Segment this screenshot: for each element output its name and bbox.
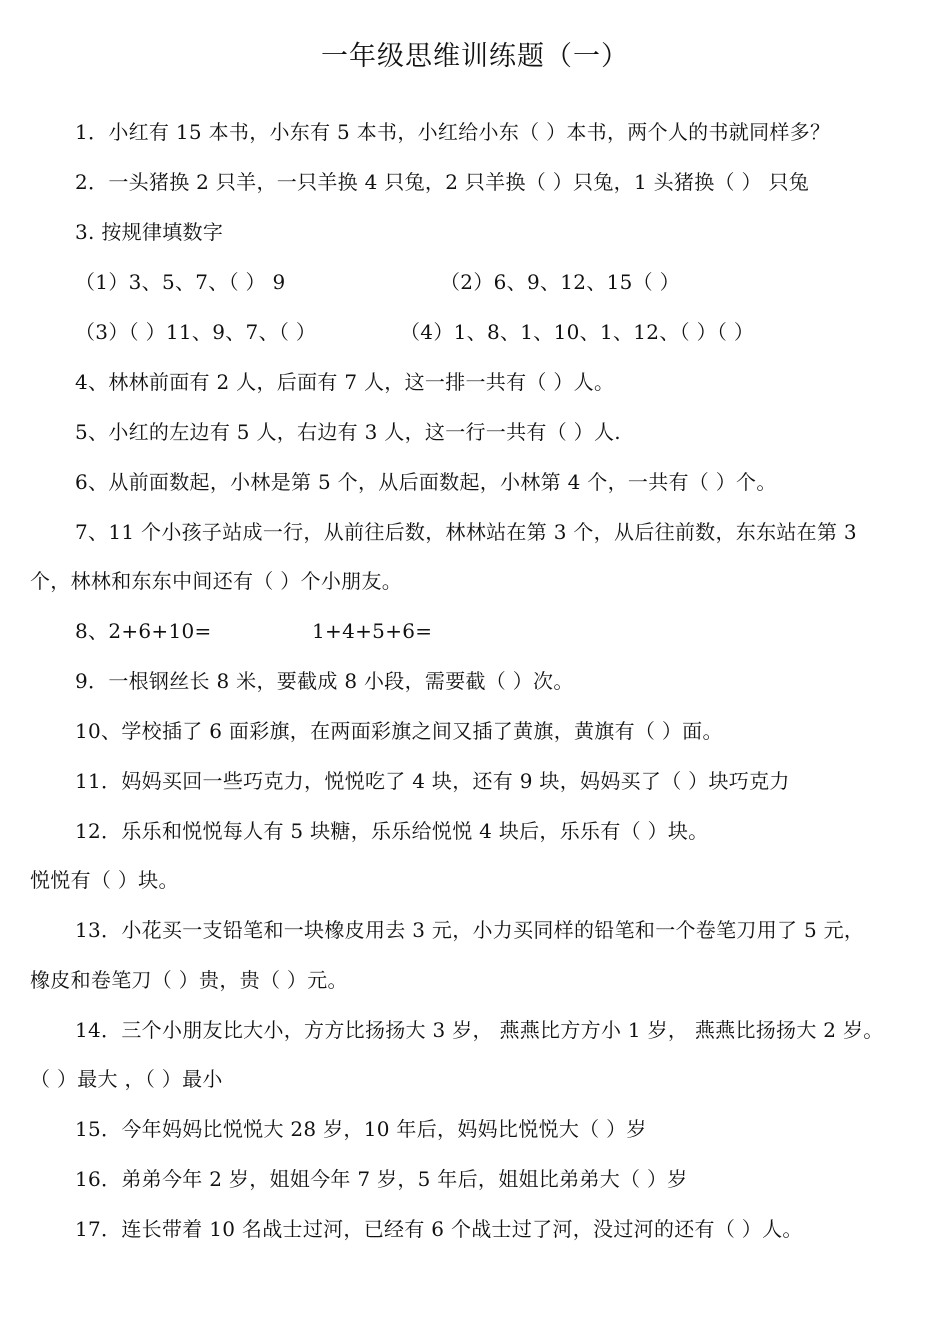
question-4: 4、林林前面有 2 人，后面有 7 人，这一排一共有（ ）人。 bbox=[75, 370, 615, 394]
question-6: 6、从前面数起，小林是第 5 个，从后面数起，小林第 4 个，一共有（ ）个。 bbox=[75, 470, 777, 494]
question-12-line-1: 12．乐乐和悦悦每人有 5 块糖，乐乐给悦悦 4 块后，乐乐有（ ）块。 bbox=[75, 819, 709, 843]
question-3-heading: 3. 按规律填数字 bbox=[75, 220, 224, 244]
question-7-line-1: 7、11 个小孩子站成一行，从前往后数，林林站在第 3 个，从后往前数，东东站在第 3 bbox=[75, 520, 857, 544]
question-8-part-1: 8、2+6+10= bbox=[75, 619, 212, 643]
question-14-line-2: （ ）最大 ，（ ）最小 bbox=[30, 1067, 223, 1091]
question-5: 5、小红的左边有 5 人，右边有 3 人，这一行一共有（ ）人. bbox=[75, 420, 621, 444]
question-15: 15．今年妈妈比悦悦大 28 岁，10 年后，妈妈比悦悦大（ ）岁 bbox=[75, 1117, 647, 1141]
question-10: 10、学校插了 6 面彩旗，在两面彩旗之间又插了黄旗，黄旗有（ ）面。 bbox=[75, 719, 723, 743]
question-11: 11．妈妈买回一些巧克力，悦悦吃了 4 块，还有 9 块，妈妈买了（ ）块巧克力 bbox=[75, 769, 790, 793]
question-16: 16．弟弟今年 2 岁，姐姐今年 7 岁，5 年后，姐姐比弟弟大（ ）岁 bbox=[75, 1167, 688, 1191]
question-3-part-4: （4）1、8、1、10、1、12、（ ）（ ） bbox=[400, 320, 755, 344]
question-3-part-2: （2）6、9、12、15（ ） bbox=[440, 270, 680, 294]
question-13-line-1: 13．小花买一支铅笔和一块橡皮用去 3 元，小力买同样的铅笔和一个卷笔刀用了 5 元， bbox=[75, 918, 865, 942]
question-8-part-2: 1+4+5+6= bbox=[312, 619, 433, 643]
question-17: 17．连长带着 10 名战士过河，已经有 6 个战士过了河，没过河的还有（ ）人。 bbox=[75, 1217, 803, 1241]
question-3-part-3: （3）（ ）11、9、7、（ ） bbox=[75, 320, 317, 344]
question-12-line-2: 悦悦有（ ）块。 bbox=[30, 868, 179, 892]
question-3-part-1: （1）3、5、7、（ ） 9 bbox=[75, 270, 286, 294]
question-9: 9．一根钢丝长 8 米，要截成 8 小段，需要截（ ）次。 bbox=[75, 669, 574, 693]
question-14-line-1: 14．三个小朋友比大小，方方比扬扬大 3 岁， 燕燕比方方小 1 岁， 燕燕比扬扬大 2 岁。 bbox=[75, 1018, 884, 1042]
question-2: 2．一头猪换 2 只羊，一只羊换 4 只兔，2 只羊换（ ）只兔，1 头猪换（ ） 只兔 bbox=[75, 170, 810, 194]
question-13-line-2: 橡皮和卷笔刀（ ）贵，贵（ ）元。 bbox=[30, 968, 348, 992]
question-1: 1．小红有 15 本书，小东有 5 本书，小红给小东（ ）本书，两个人的书就同样多？ bbox=[75, 120, 831, 144]
worksheet-title: 一年级思维训练题（一） bbox=[321, 41, 629, 72]
question-7-line-2: 个，林林和东东中间还有（ ）个小朋友。 bbox=[30, 569, 403, 593]
